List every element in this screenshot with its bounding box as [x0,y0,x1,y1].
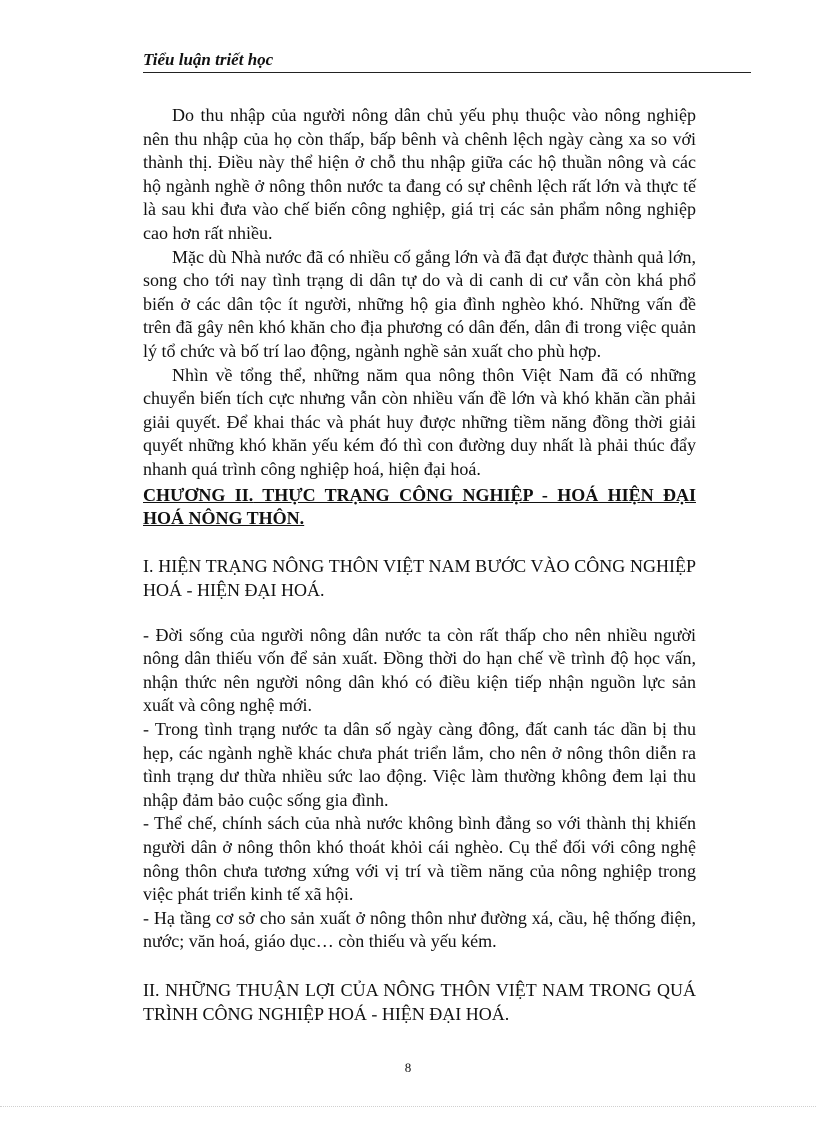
chapter-title: THỰC TRẠNG CÔNG NGHIỆP - HOÁ HIỆN ĐẠI HOÁ NÔNG THÔN. [143,484,696,529]
header-title: Tiểu luận triết học [143,50,274,69]
chapter-heading [143,484,696,531]
page-bottom-divider [0,1106,816,1107]
paragraph-3: Nhìn về tổng thể, những năm qua nông thôn Việt Nam đã có những chuyển biến tích cực nhưng vẫn còn nhiều vấn đề lớn và khó khăn cần phải giải quyết. Để khai thác và phát huy được những tiềm năng đồng thời giải quyết những khó khăn yếu kém đó thì con đường duy nhất là phải thúc đẩy nhanh quá trình công nghiệp hoá, hiện đại hoá. [143,364,696,479]
bullet-item: - Đời sống của người nông dân nước ta còn rất thấp cho nên nhiều người nông dân thiếu vốn để sản xuất. Đồng thời do hạn chế về trình độ học vấn, nhận thức nên người nông dân khó có điều kiện tiếp nhận nguồn lực sản xuất và công nghệ mới. [143,624,696,716]
running-header [143,50,751,73]
section-heading-2: II. NHỮNG THUẬN LỢI CỦA NÔNG THÔN VIỆT NAM TRONG QUÁ TRÌNH CÔNG NGHIỆP HOÁ - HIỆN ĐẠI HOÁ. [143,980,696,1024]
section-heading-1: I. HIỆN TRẠNG NÔNG THÔN VIỆT NAM BƯỚC VÀO CÔNG NGHIỆP HOÁ - HIỆN ĐẠI HOÁ. [143,555,696,600]
page-body [143,104,696,1026]
page-number: 8 [404,1060,412,1075]
bullet-item: - Hạ tầng cơ sở cho sản xuất ở nông thôn như đường xá, cầu, hệ thống điện, nước; văn hoá, giáo dục… còn thiếu và yếu kém. [143,907,696,952]
paragraph-2: Mặc dù Nhà nước đã có nhiều cố gắng lớn và đã đạt được thành quả lớn, song cho tới nay tình trạng di dân tự do và di canh di cư vẫn còn khá phổ biến ở các dân tộc ít người, những hộ gia đình nghèo khó. Những vấn đề trên đã gây nên khó khăn cho địa phương có dân đến, dân đi trong việc quản lý tổ chức và bố trí lao động, ngành nghề sản xuất cho phù hợp. [143,246,696,361]
paragraph-1: Do thu nhập của người nông dân chủ yếu phụ thuộc vào nông nghiệp nên thu nhập của họ còn thấp, bấp bênh và chênh lệch ngày càng xa so với thành thị. Điều này thể hiện ở chỗ thu nhập giữa các hộ thuần nông và các hộ ngành nghề ở nông thôn nước ta đang có sự chênh lệch rất lớn và thực tế là sau khi đưa vào chế biến công nghiệp, giá trị các sản phẩm nông nghiệp cao hơn rất nhiều. [143,105,696,243]
bullet-item: - Trong tình trạng nước ta dân số ngày càng đông, đất canh tác dần bị thu hẹp, các ngành nghề khác chưa phát triển lắm, cho nên ở nông thôn diễn ra tình trạng dư thừa nhiều sức lao động. Việc làm thường không đem lại thu nhập đảm bảo cuộc sống gia đình. [143,719,696,810]
chapter-label: CHƯƠNG II. [143,484,254,505]
bullet-item: - Thể chế, chính sách của nhà nước không bình đẳng so với thành thị khiến người dân ở nông thôn khó thoát khỏi cái nghèo. Cụ thể đối với công nghệ nông thôn chưa tương xứng với vị trí và tiềm năng của nông nghiệp trong việc phát triển kinh tế xã hội. [143,813,696,905]
bullet-list [143,624,696,954]
